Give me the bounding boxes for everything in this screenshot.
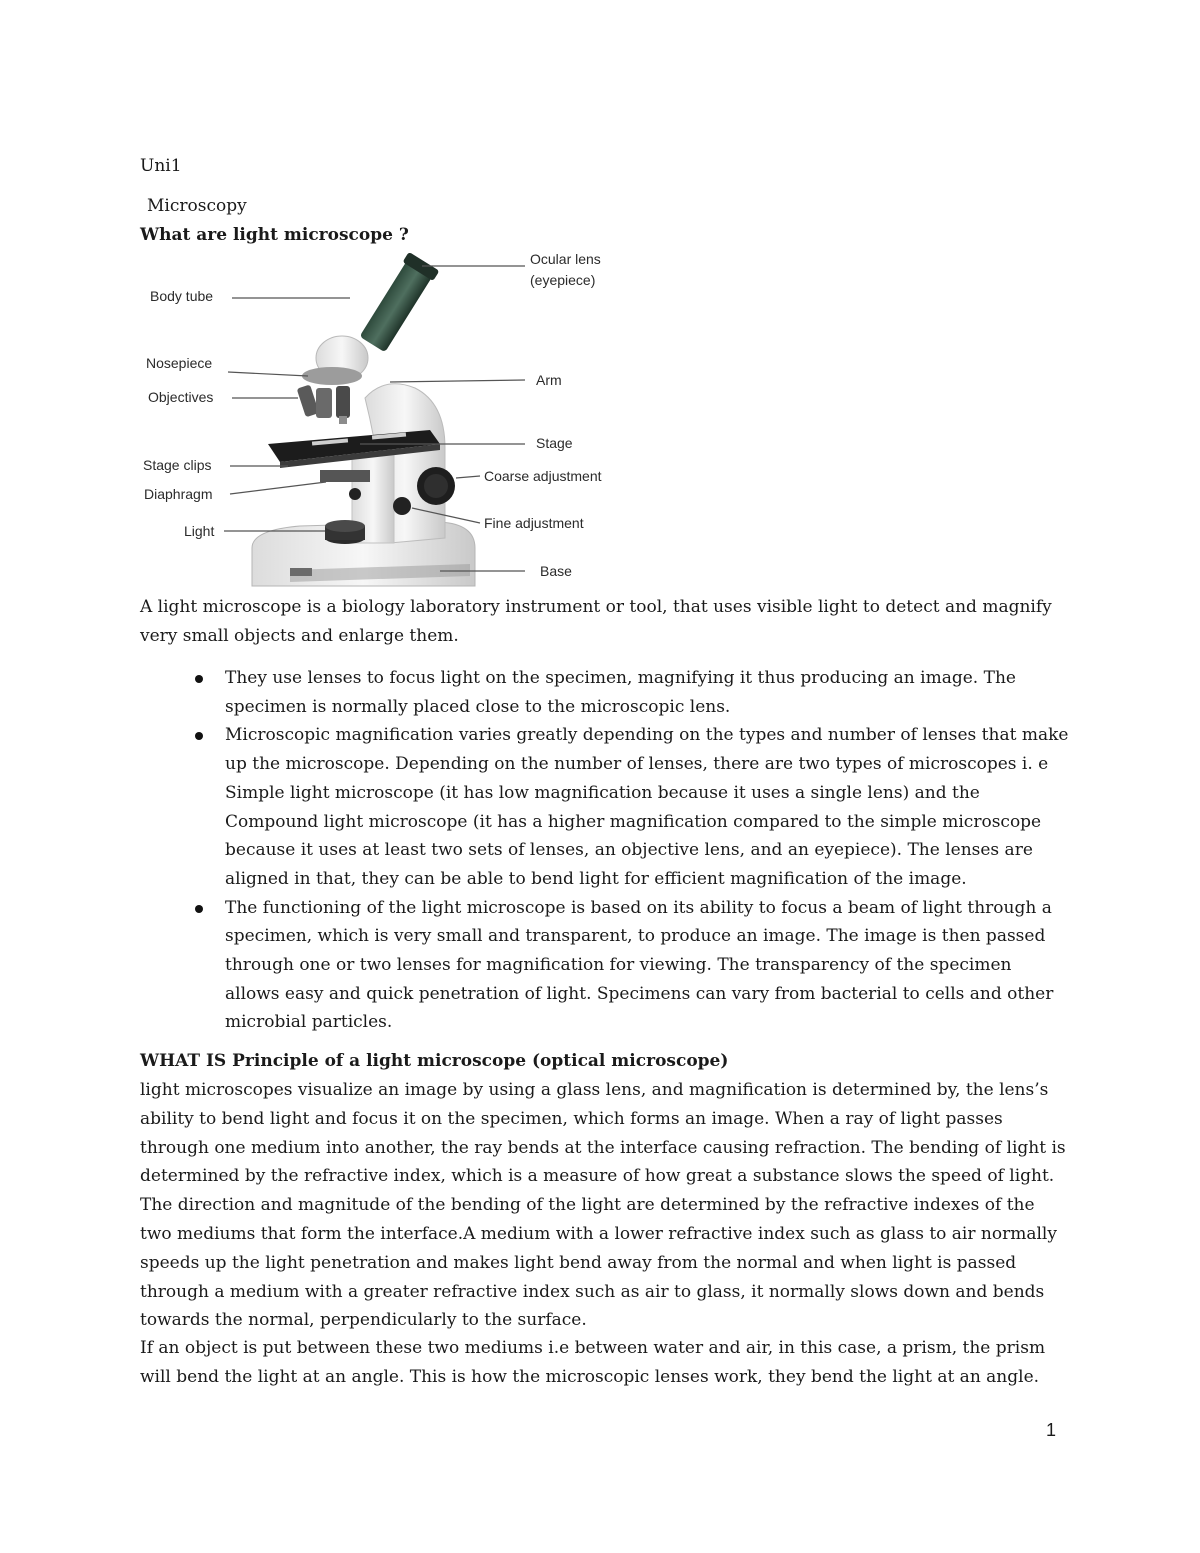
list-item — [140, 721, 1070, 893]
bullet-icon — [195, 675, 203, 683]
label-light: Light — [184, 523, 215, 539]
label-fine-adjustment: Fine adjustment — [484, 515, 584, 531]
bullet-icon — [195, 732, 203, 740]
section-heading-light-microscope: What are light microscope ? — [140, 225, 409, 245]
subject-title: Microscopy — [147, 196, 247, 216]
section-heading-principle: WHAT IS Principle of a light microscope (optical microscope) — [140, 1051, 729, 1071]
label-coarse-adjustment: Coarse adjustment — [484, 468, 602, 484]
label-eyepiece: (eyepiece) — [530, 272, 596, 288]
label-ocular-lens: Ocular lens — [530, 251, 601, 267]
bullet-icon — [195, 905, 203, 913]
label-diaphragm: Diaphragm — [144, 486, 213, 502]
label-body-tube: Body tube — [150, 288, 214, 304]
list-item — [140, 664, 1070, 721]
label-base: Base — [540, 563, 572, 579]
bullet-list — [140, 664, 1070, 1037]
microscope-illustration — [252, 252, 475, 586]
unit-label: Uni1 — [140, 156, 182, 176]
label-stage-clips: Stage clips — [143, 457, 212, 473]
bullet-text: Microscopic magnification varies greatly depending on the types and number of lenses that make up the microscope. Depending on the number of lenses, there are two types of microscopes i. e Simple light microscope (it has low magnification because it uses a single lens) and the Compound light microscope (it has a higher magnification compared to the simple microscope because it uses at least two sets of lenses, an objective lens, and an eyepiece). The lenses are aligned in that, they can be able to bend light for efficient magnification of the image. — [225, 725, 1069, 889]
label-nosepiece: Nosepiece — [146, 355, 213, 371]
prism-paragraph: If an object is put between these two mediums i.e between water and air, in this case, a prism, the prism will bend the light at an angle. This is how the microscopic lenses work, they bend the light at an angle. — [140, 1338, 1046, 1387]
microscope-diagram — [140, 248, 640, 590]
page-number: 1 — [1046, 1420, 1057, 1440]
list-item — [140, 894, 1070, 1038]
bullet-text: The functioning of the light microscope is based on its ability to focus a beam of light through a specimen, which is very small and transparent, to produce an image. The image is then passed through one or two lenses for magnification for viewing. The transparency of the specimen allows easy and quick penetration of light. Specimens can vary from bacterial to cells and other microbial particles. — [225, 897, 1054, 1033]
principle-paragraph: light microscopes visualize an image by using a glass lens, and magnification is determined by, the lens’s ability to bend light and focus it on the specimen, which forms an image. When a ray of light passes through one medium into another, the ray bends at the interface causing refraction. The bending of light is determined by the refractive index, which is a measure of how great a substance slows the speed of light. The direction and magnitude of the bending of the light are determined by the refractive indexes of the two mediums that form the interface.A medium with a lower refractive index such as glass to air normally speeds up the light penetration and makes light bend away from the normal and when light is passed through a medium with a greater refractive index such as air to glass, it normally slows down and bends towards the normal, perpendicularly to the surface. — [140, 1080, 1066, 1331]
label-objectives: Objectives — [148, 389, 214, 405]
label-arm: Arm — [536, 372, 562, 388]
intro-paragraph: A light microscope is a biology laboratory instrument or tool, that uses visible light to detect and magnify very small objects and enlarge them. — [140, 597, 1052, 646]
label-stage: Stage — [536, 435, 573, 451]
bullet-text: They use lenses to focus light on the specimen, magnifying it thus producing an image. The specimen is normally placed close to the microscopic lens. — [225, 668, 1016, 717]
